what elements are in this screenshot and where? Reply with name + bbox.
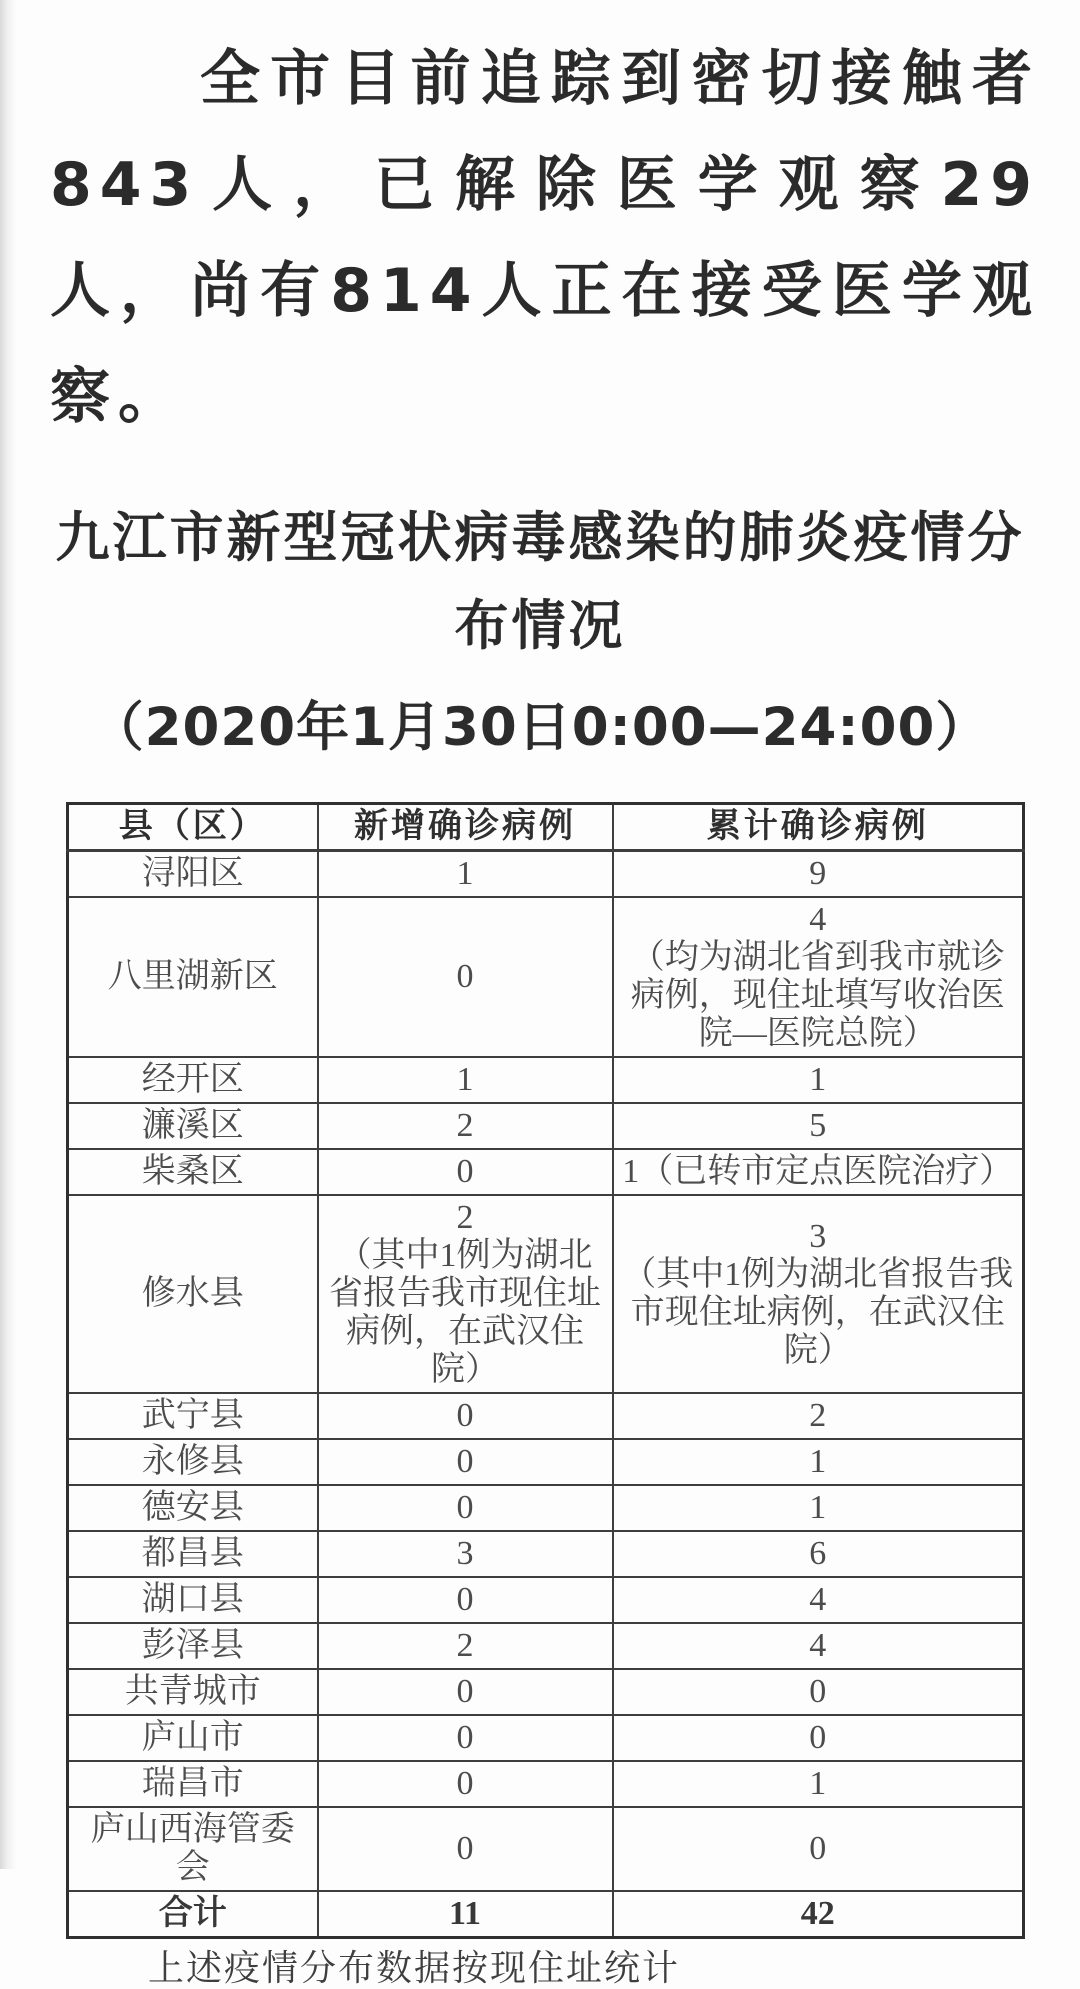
report-date-range: （2020年1月30日0:00—24:00） xyxy=(90,697,990,758)
table-header-row xyxy=(68,804,1024,851)
cumulative-cases-cell xyxy=(613,851,1024,898)
cumulative-cases-cell xyxy=(613,1623,1024,1669)
new-cases-cell-value: 0 xyxy=(456,1489,474,1526)
cumulative-cases-cell-value: 1 xyxy=(809,1765,827,1802)
new-cases-cell xyxy=(318,1531,613,1577)
district-row xyxy=(68,1761,1024,1807)
district-row xyxy=(68,1195,1024,1393)
district-cell-value: 浔阳区 xyxy=(141,855,244,892)
cumulative-cases-cell-value: 5 xyxy=(809,1107,827,1144)
district-cell xyxy=(68,1393,318,1439)
new-cases-cell-value: 2 xyxy=(456,1107,474,1144)
cumulative-cases-cell-value: 1 xyxy=(809,1489,827,1526)
new-cases-cell xyxy=(318,1485,613,1531)
district-row xyxy=(68,1807,1024,1891)
district-cell xyxy=(68,1577,318,1623)
district-cell-value: 武宁县 xyxy=(141,1397,244,1434)
new-cases-cell-value: 0 xyxy=(456,1397,474,1434)
district-row xyxy=(68,1149,1024,1195)
cumulative-cases-cell-value: 9 xyxy=(809,855,827,892)
cumulative-cases-cell xyxy=(613,1149,1024,1195)
new-cases-cell-value: 0 xyxy=(456,1153,474,1190)
district-row xyxy=(68,1393,1024,1439)
new-cases-cell xyxy=(318,1761,613,1807)
new-cases-cell xyxy=(318,1891,613,1938)
district-cell xyxy=(68,1623,318,1669)
new-cases-cell-value: 0 xyxy=(456,1581,474,1618)
district-cell-value: 濂溪区 xyxy=(141,1107,244,1144)
district-cell-value: 都昌县 xyxy=(141,1535,244,1572)
table-footnote: 上述疫情分布数据按现住址统计 xyxy=(148,1948,681,1988)
district-cell-value: 湖口县 xyxy=(141,1581,244,1618)
new-cases-cell xyxy=(318,1149,613,1195)
cumulative-cases-cell-value: 4 xyxy=(809,901,827,938)
new-cases-cell xyxy=(318,1715,613,1761)
cumulative-cases-cell-note: （均为湖北省到我市就诊病例，现住址填写收治医院—医院总院） xyxy=(630,939,1005,1052)
new-cases-cell-value: 0 xyxy=(456,1673,474,1710)
district-cell xyxy=(68,897,318,1057)
column-header-new-cases: 新增确诊病例 xyxy=(318,804,613,851)
district-cell xyxy=(68,1531,318,1577)
cumulative-cases-cell-value: 42 xyxy=(800,1895,835,1932)
cumulative-cases-cell xyxy=(613,1485,1024,1531)
new-cases-cell xyxy=(318,897,613,1057)
district-row xyxy=(68,1623,1024,1669)
district-cell xyxy=(68,1761,318,1807)
new-cases-cell xyxy=(318,1807,613,1891)
cumulative-cases-cell xyxy=(613,1577,1024,1623)
district-row xyxy=(68,1715,1024,1761)
cumulative-cases-cell-value: 0 xyxy=(809,1719,827,1756)
cumulative-cases-cell xyxy=(613,897,1024,1057)
new-cases-cell xyxy=(318,1057,613,1103)
cumulative-cases-cell xyxy=(613,1439,1024,1485)
new-cases-cell xyxy=(318,1577,613,1623)
cumulative-cases-cell-value: 6 xyxy=(809,1535,827,1572)
new-cases-cell-value: 11 xyxy=(448,1895,482,1932)
column-header-district: 县（区） xyxy=(68,804,318,851)
page-title: 九江市新型冠状病毒感染的肺炎疫情分布情况 xyxy=(55,506,1025,657)
new-cases-cell-value: 2 xyxy=(456,1199,474,1236)
new-cases-cell xyxy=(318,1623,613,1669)
new-cases-cell-value: 3 xyxy=(456,1535,474,1572)
new-cases-cell xyxy=(318,1195,613,1393)
cumulative-cases-cell-value: 4 xyxy=(809,1627,827,1664)
new-cases-cell xyxy=(318,1669,613,1715)
cumulative-cases-cell-value: 0 xyxy=(809,1830,827,1867)
district-cell-value: 彭泽县 xyxy=(141,1627,244,1664)
cumulative-cases-cell-value: 2 xyxy=(809,1397,827,1434)
cumulative-cases-cell xyxy=(613,1103,1024,1149)
district-cell-value: 瑞昌市 xyxy=(141,1765,244,1802)
district-cell-value: 共青城市 xyxy=(124,1673,261,1710)
district-row xyxy=(68,1103,1024,1149)
district-row xyxy=(68,851,1024,898)
district-row xyxy=(68,1669,1024,1715)
new-cases-cell-note: （其中1例为湖北省报告我市现住址病例，在武汉住院） xyxy=(329,1237,601,1388)
district-cell-value: 八里湖新区 xyxy=(107,958,278,995)
cumulative-cases-cell-value: 1 xyxy=(809,1443,827,1480)
district-cell-value: 永修县 xyxy=(141,1443,244,1480)
district-cell-value: 德安县 xyxy=(141,1489,244,1526)
district-row xyxy=(68,1531,1024,1577)
new-cases-cell-value: 1 xyxy=(456,1061,474,1098)
cumulative-cases-cell xyxy=(613,1891,1024,1938)
cumulative-cases-cell xyxy=(613,1393,1024,1439)
district-cell xyxy=(68,1891,318,1938)
district-cell-value: 庐山市 xyxy=(141,1719,244,1756)
district-cell-value: 合计 xyxy=(158,1895,227,1932)
new-cases-cell xyxy=(318,1439,613,1485)
cumulative-cases-cell xyxy=(613,1195,1024,1393)
district-row xyxy=(68,1439,1024,1485)
cumulative-cases-cell xyxy=(613,1057,1024,1103)
district-row xyxy=(68,1057,1024,1103)
new-cases-cell-value: 1 xyxy=(456,855,474,892)
district-cell-value: 庐山西海管委会 xyxy=(90,1811,295,1886)
new-cases-cell xyxy=(318,1393,613,1439)
cumulative-cases-cell xyxy=(613,1669,1024,1715)
new-cases-cell-value: 0 xyxy=(456,958,474,995)
epidemic-table-body xyxy=(68,851,1024,1938)
cumulative-cases-cell xyxy=(613,1715,1024,1761)
district-cell xyxy=(68,1195,318,1393)
district-cell-value: 经开区 xyxy=(141,1061,244,1098)
cumulative-cases-cell-value: 3 xyxy=(809,1218,827,1255)
cumulative-cases-cell-value: 1 xyxy=(809,1061,827,1098)
district-cell xyxy=(68,1807,318,1891)
new-cases-cell-value: 0 xyxy=(456,1830,474,1867)
new-cases-cell xyxy=(318,1103,613,1149)
new-cases-cell-value: 0 xyxy=(456,1719,474,1756)
cumulative-cases-cell-value: 0 xyxy=(809,1673,827,1710)
district-cell xyxy=(68,1485,318,1531)
cumulative-cases-cell xyxy=(613,1761,1024,1807)
cumulative-cases-cell-value: 4 xyxy=(809,1581,827,1618)
epidemic-table xyxy=(66,802,1025,1939)
cumulative-cases-cell xyxy=(613,1807,1024,1891)
new-cases-cell-value: 0 xyxy=(456,1443,474,1480)
district-cell-value: 修水县 xyxy=(141,1275,244,1312)
district-row xyxy=(68,1485,1024,1531)
district-cell xyxy=(68,1149,318,1195)
district-cell xyxy=(68,851,318,898)
district-cell xyxy=(68,1057,318,1103)
district-cell-value: 柴桑区 xyxy=(141,1153,244,1190)
new-cases-cell-value: 2 xyxy=(456,1627,474,1664)
new-cases-cell-value: 0 xyxy=(456,1765,474,1802)
intro-paragraph: 全市目前追踪到密切接触者843人，已解除医学观察29人，尚有814人正在接受医学观察。 xyxy=(50,44,1040,432)
cumulative-cases-cell xyxy=(613,1531,1024,1577)
district-cell xyxy=(68,1103,318,1149)
district-row xyxy=(68,1577,1024,1623)
cumulative-cases-cell-value: 1（已转市定点医院治疗） xyxy=(622,1153,1014,1190)
district-row xyxy=(68,897,1024,1057)
cumulative-cases-cell-note: （其中1例为湖北省报告我市现住址病例，在武汉住院） xyxy=(622,1256,1014,1369)
district-cell xyxy=(68,1715,318,1761)
new-cases-cell xyxy=(318,851,613,898)
district-cell xyxy=(68,1439,318,1485)
district-cell xyxy=(68,1669,318,1715)
column-header-cumulative-cases: 累计确诊病例 xyxy=(613,804,1024,851)
total-row xyxy=(68,1891,1024,1938)
